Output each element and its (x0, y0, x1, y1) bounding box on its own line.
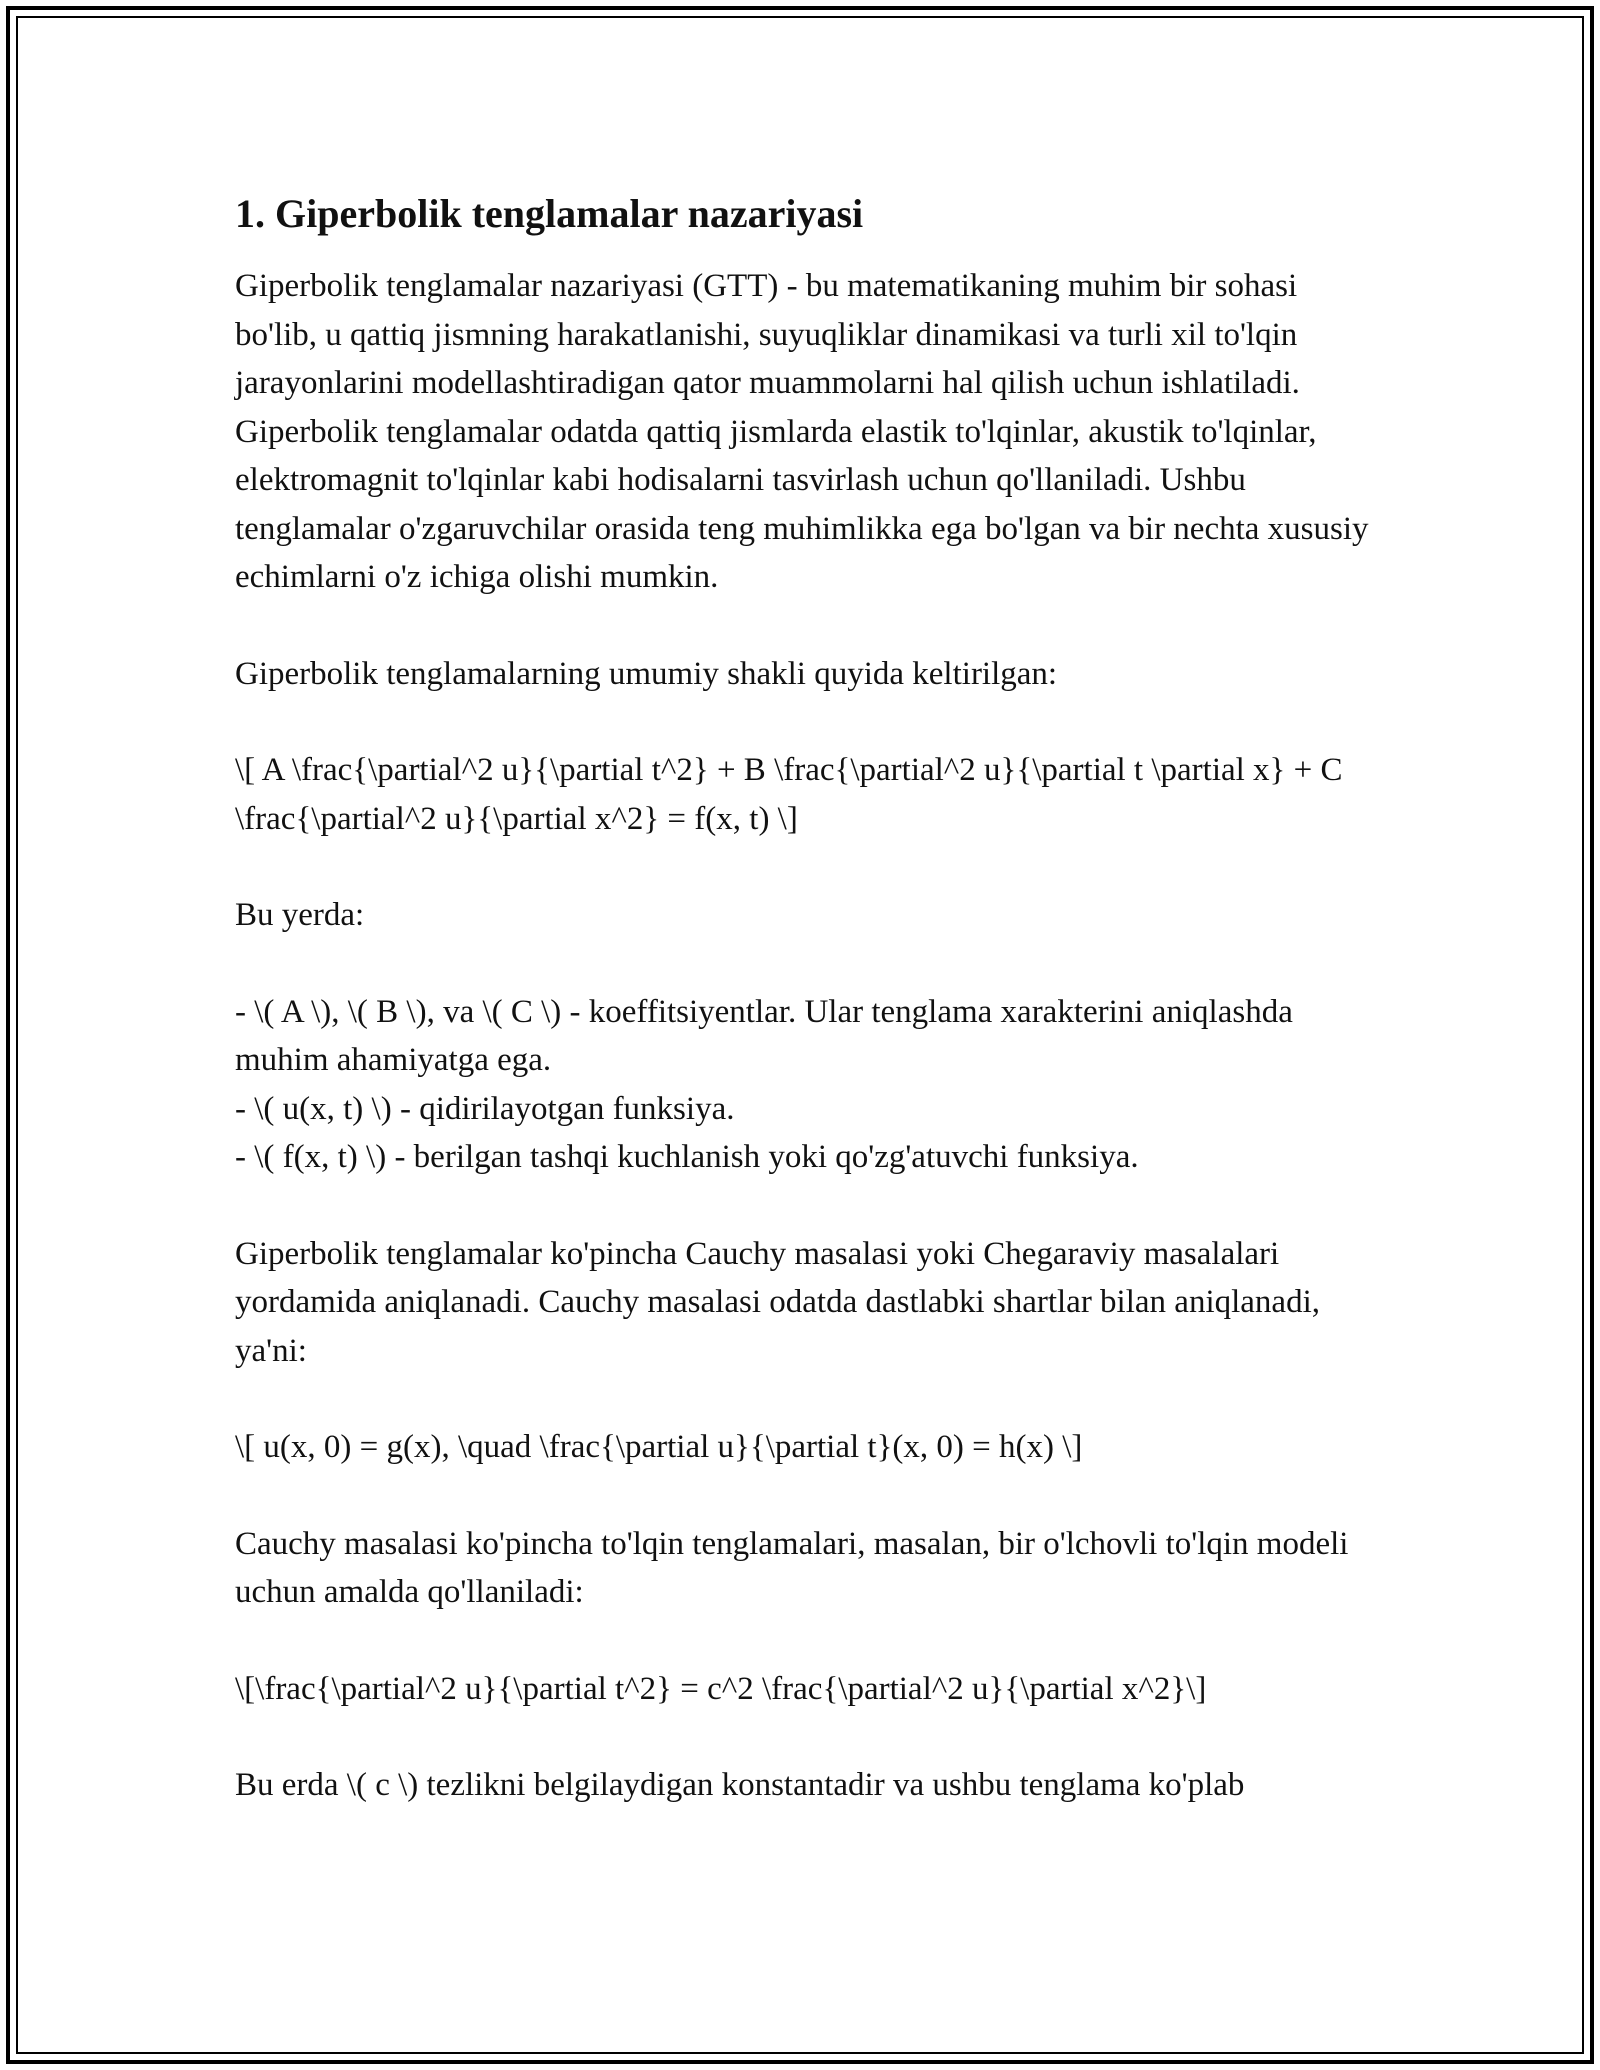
intro-paragraph: Giperbolik tenglamalar nazariyasi (GTT) - bu matematikaning muhim bir sohasi bo'lib, u qattiq jismning harakatlanishi, suyuqliklar dinamikasi va turli xil to'lqin jarayonlarini modellashtiradigan qator muammolarni hal qilish uchun ishlatiladi. Giperbolik tenglamalar odatda qattiq jismlarda elastik to'lqinlar, akustik to'lqinlar, elektromagnit to'lqinlar kabi hodisalarni tasvirlash uchun qo'llaniladi. Ushbu tenglamalar o'zgaruvchilar orasida teng muhimlikka ega bo'lgan va bir nechta xususiy echimlarni o'z ichiga olishi mumkin. (235, 268, 1369, 595)
general-form-paragraph: Giperbolik tenglamalarning umumiy shakli quyida keltirilgan: (235, 655, 1058, 692)
cauchy-paragraph: Giperbolik tenglamalar ko'pincha Cauchy masalasi yoki Chegaraviy masalalari yordamida aniqlanadi. Cauchy masalasi odatda dastlabki shartlar bilan aniqlanadi, ya'ni: (235, 1235, 1320, 1369)
list-item: - \( A \), \( B \), va \( C \) - koeffitsiyentlar. Ular tenglama xarakterini aniqlashda muhim ahamiyatga ega. (235, 993, 1293, 1078)
list-item: - \( f(x, t) \) - berilgan tashqi kuchlanish yoki qo'zg'atuvchi funksiya. (235, 1139, 1139, 1175)
wave-equation: \[\frac{\partial^2 u}{\partial t^2} = c^2 \frac{\partial^2 u}{\partial x^2}\] (235, 1670, 1207, 1707)
closing-paragraph: Bu erda \( c \) tezlikni belgilaydigan konstantadir va ushbu tenglama ko'plab (235, 1767, 1245, 1803)
section-title: 1. Giperbolik tenglamalar nazariyasi (235, 191, 864, 236)
definitions-list (235, 988, 1370, 1182)
here-label: Bu yerda: (235, 897, 365, 933)
cauchy-equation: \[ u(x, 0) = g(x), \quad \frac{\partial u}{\partial t}(x, 0) = h(x) \] (235, 1429, 1083, 1465)
general-equation: \[ A \frac{\partial^2 u}{\partial t^2} + B \frac{\partial^2 u}{\partial t \partial x} + C \frac{\partial^2 u}{\partial x^2} = f(x, t) \] (235, 752, 1343, 837)
document-body (235, 188, 1370, 1858)
wave-paragraph: Cauchy masalasi ko'pincha to'lqin tenglamalari, masalan, bir o'lchovli to'lqin modeli uchun amalda qo'llaniladi: (235, 1525, 1349, 1610)
list-item: - \( u(x, t) \) - qidirilayotgan funksiya. (235, 1090, 735, 1127)
